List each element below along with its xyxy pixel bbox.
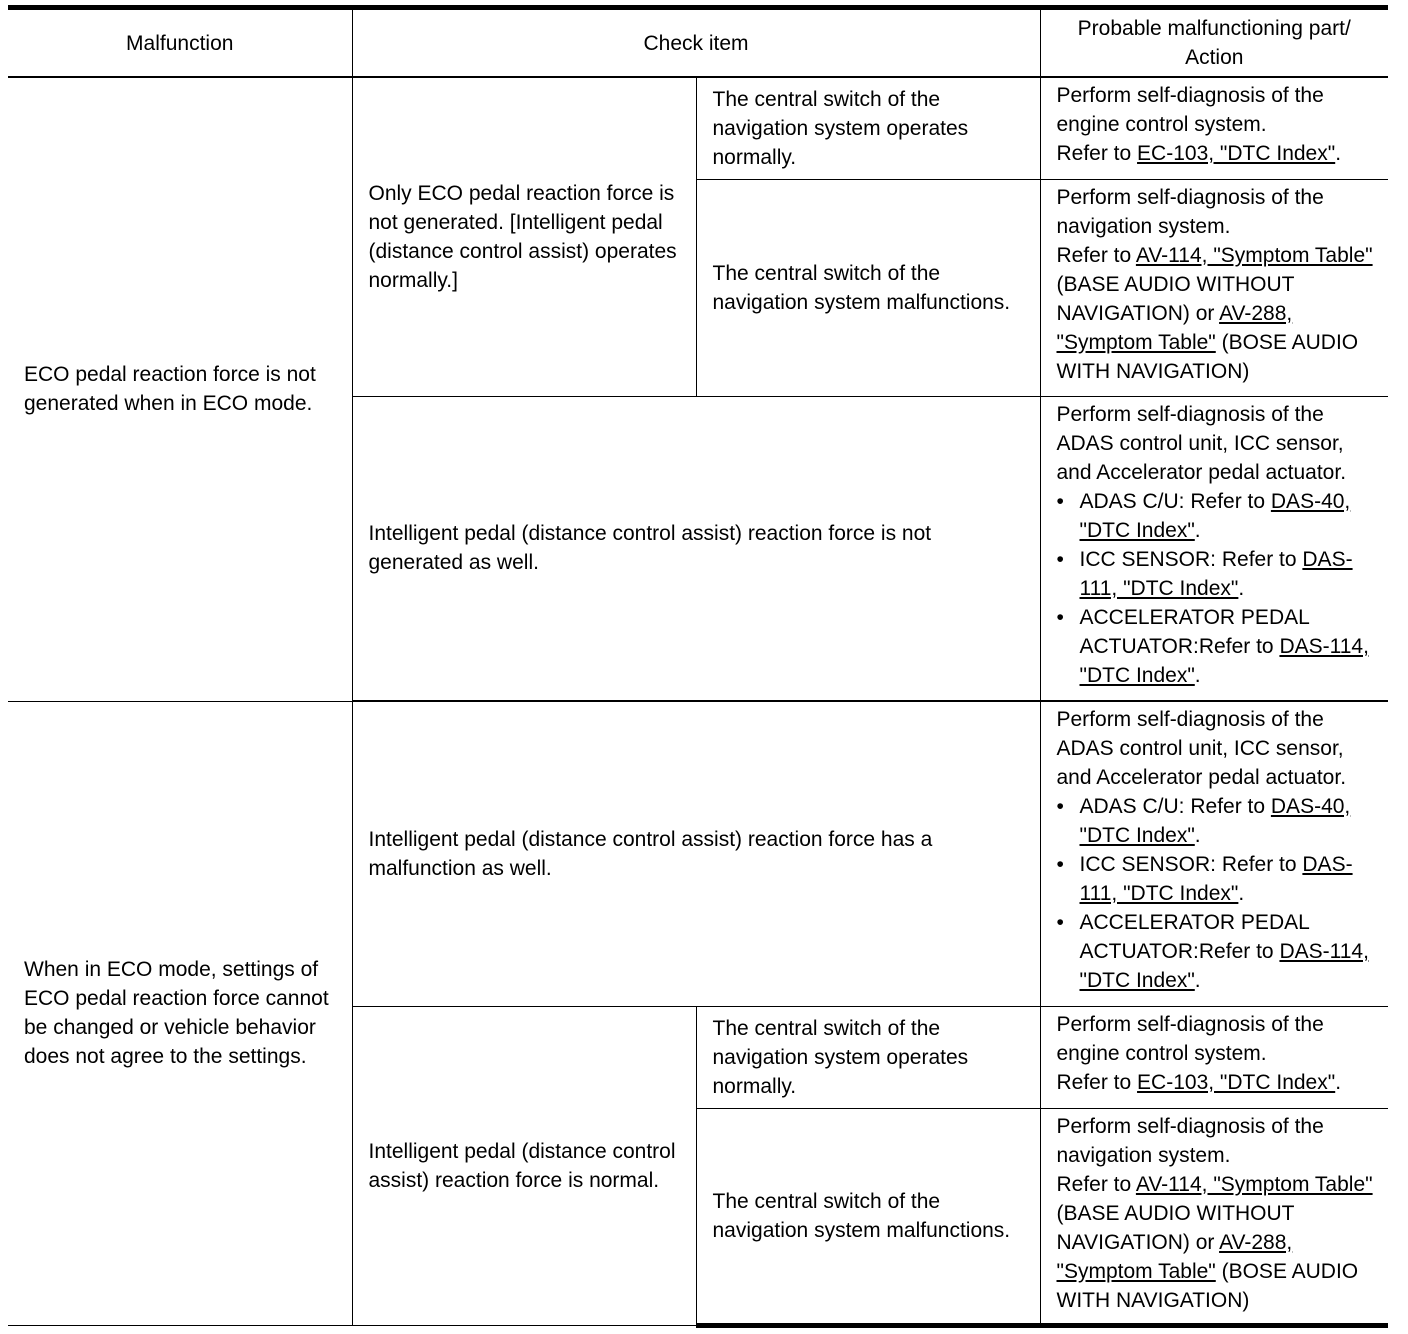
table-row — [8, 701, 1388, 1006]
refer-text: Refer to — [1056, 243, 1136, 267]
malfunction-cell: When in ECO mode, settings of ECO pedal reaction force cannot be changed or vehicle behavior does not agree to the settings. — [8, 701, 352, 1325]
bullet-text: ADAS C/U: Refer to — [1079, 795, 1271, 818]
action-text: Perform self-diagnosis of the navigation system. — [1056, 1114, 1324, 1167]
check-item-cell: Intelligent pedal (distance control assist) reaction force is normal. — [352, 1006, 696, 1325]
bullet-item — [1057, 487, 1383, 545]
action-text: Perform self-diagnosis of the ADAS control unit, ICC sensor, and Accelerator pedal actuator. — [1056, 708, 1347, 789]
action-refer-line — [1057, 1170, 1383, 1315]
ref-link-av114[interactable]: AV-114, "Symptom Table" — [1135, 243, 1373, 267]
ref-link-av288[interactable]: AV-288, "Symptom Table" — [1056, 1230, 1293, 1283]
period: . — [1238, 882, 1245, 905]
period: . — [1194, 824, 1201, 847]
action-text: Perform self-diagnosis of the navigation system. — [1056, 185, 1324, 238]
bullet-text: ICC SENSOR: Refer to — [1079, 853, 1303, 876]
bullet-text: ACCELERATOR PEDAL ACTUATOR:Refer to — [1079, 911, 1310, 963]
sub-check-cell: The central switch of the navigation system operates normally. — [696, 77, 1040, 179]
bullet-text: ACCELERATOR PEDAL ACTUATOR:Refer to — [1079, 605, 1310, 658]
ref-link-das111[interactable]: DAS-111, "DTC Index" — [1079, 547, 1353, 600]
table-row — [8, 77, 1388, 179]
action-cell — [1040, 77, 1388, 179]
bullet-item — [1057, 850, 1383, 908]
action-refer-line — [1057, 139, 1383, 168]
action-cell — [1040, 1006, 1388, 1108]
action-refer-line — [1057, 241, 1383, 386]
sub-check-cell: The central switch of the navigation system malfunctions. — [696, 179, 1040, 396]
period: . — [1335, 1070, 1342, 1094]
refer-text: (BASE AUDIO WITHOUT NAVIGATION) or — [1056, 1201, 1295, 1254]
ref-link-av114[interactable]: AV-114, "Symptom Table" — [1135, 1172, 1373, 1196]
ref-link-ec103[interactable]: EC-103, "DTC Index" — [1137, 142, 1336, 165]
bullet-item — [1057, 545, 1383, 603]
bullet-item — [1057, 603, 1383, 690]
ref-link-av288[interactable]: AV-288, "Symptom Table" — [1056, 301, 1293, 354]
check-item-cell: Intelligent pedal (distance control assist) reaction force has a malfunction as well. — [352, 701, 1040, 1006]
header-row — [8, 8, 1388, 78]
malfunction-cell: ECO pedal reaction force is not generated when in ECO mode. — [8, 77, 352, 701]
sub-check-cell: The central switch of the navigation system operates normally. — [696, 1006, 1040, 1108]
action-cell — [1040, 701, 1388, 1006]
bullet-text: ICC SENSOR: Refer to — [1079, 547, 1303, 571]
action-text: Perform self-diagnosis of the engine control system. — [1056, 84, 1324, 136]
bullet-item — [1057, 908, 1383, 995]
refer-text: Refer to — [1056, 142, 1138, 165]
action-cell — [1040, 179, 1388, 396]
ref-link-das111[interactable]: DAS-111, "DTC Index" — [1079, 853, 1353, 905]
action-refer-line — [1057, 1068, 1383, 1097]
action-text: Perform self-diagnosis of the ADAS control unit, ICC sensor, and Accelerator pedal actuator. — [1056, 402, 1347, 484]
refer-text: (BOSE AUDIO WITH NAVIGATION) — [1056, 1259, 1359, 1312]
refer-text: Refer to — [1056, 1172, 1136, 1196]
refer-text: Refer to — [1056, 1070, 1138, 1094]
ref-link-das40[interactable]: DAS-40, "DTC Index" — [1079, 795, 1351, 847]
action-cell — [1040, 396, 1388, 701]
period: . — [1194, 663, 1201, 687]
action-text: Perform self-diagnosis of the engine control system. — [1056, 1012, 1324, 1065]
period: . — [1238, 576, 1245, 600]
header-action-line2: Action — [1185, 46, 1244, 69]
period: . — [1335, 142, 1342, 165]
refer-text: (BOSE AUDIO WITH NAVIGATION) — [1056, 330, 1359, 383]
ref-link-das114[interactable]: DAS-114, "DTC Index" — [1079, 940, 1369, 992]
check-item-cell: Only ECO pedal reaction force is not generated. [Intelligent pedal (distance control assist) operates normally.] — [352, 77, 696, 396]
header-action-line1: Probable malfunctioning part/ — [1077, 17, 1351, 40]
action-cell — [1040, 1108, 1388, 1325]
ref-link-das40[interactable]: DAS-40, "DTC Index" — [1079, 489, 1351, 542]
period: . — [1194, 518, 1201, 542]
check-item-cell: Intelligent pedal (distance control assist) reaction force is not generated as well. — [352, 396, 1040, 701]
bullet-text: ADAS C/U: Refer to — [1079, 489, 1271, 513]
bullet-item — [1057, 792, 1383, 850]
refer-text: (BASE AUDIO WITHOUT NAVIGATION) or — [1056, 272, 1295, 325]
sub-check-cell: The central switch of the navigation system malfunctions. — [696, 1108, 1040, 1325]
ref-link-das114[interactable]: DAS-114, "DTC Index" — [1079, 634, 1369, 687]
diagnosis-table — [8, 5, 1388, 1328]
header-check-item: Check item — [352, 8, 1040, 78]
ref-link-ec103[interactable]: EC-103, "DTC Index" — [1137, 1070, 1336, 1094]
header-malfunction: Malfunction — [8, 8, 352, 78]
period: . — [1194, 969, 1201, 992]
header-action — [1040, 8, 1388, 78]
